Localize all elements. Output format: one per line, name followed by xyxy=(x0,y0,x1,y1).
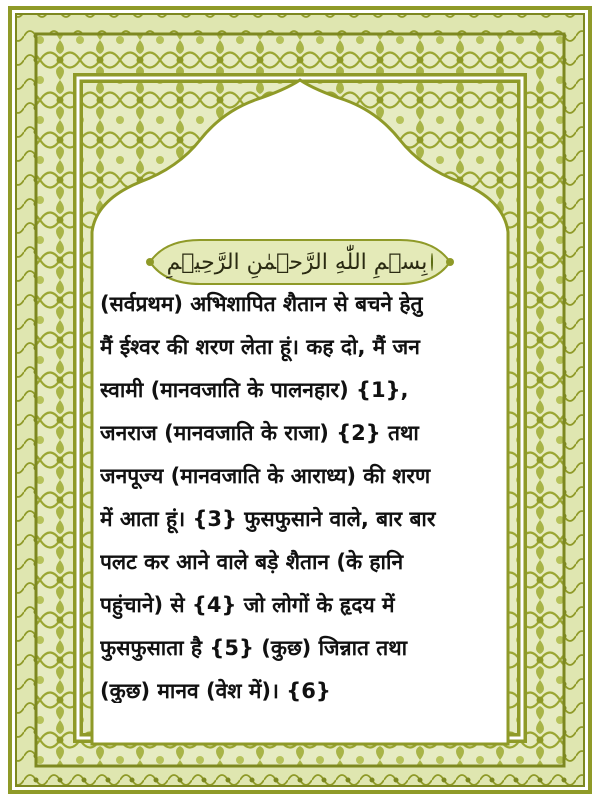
translation-line: फुसफुसाता है {5} (कुछ) जिन्नात तथा xyxy=(100,636,408,660)
translation-line: पलट कर आने वाले बड़े शैतान (के हानि xyxy=(100,550,404,574)
translation-line: स्वामी (मानवजाति के पालनहार) {1}, xyxy=(100,378,409,402)
translation-line: (सर्वप्रथम) अभिशापित शैतान से बचने हेतु xyxy=(100,292,423,316)
translation-line: में आता हूं। {3} फुसफुसाने वाले, बार बार xyxy=(100,507,436,531)
basmala-text: بِسۡمِ اللّٰهِ الرَّحۡمٰنِ الرَّحِيۡمِ xyxy=(166,249,428,275)
basmala-cartouche xyxy=(166,240,430,284)
translation-line: जनपूज्य (मानवजाति के आराध्य) की शरण xyxy=(100,464,431,488)
translation-line: (कुछ) मानव (वेश में)। {6} xyxy=(100,679,331,703)
translation-line: जनराज (मानवजाति के राजा) {2} तथा xyxy=(100,421,419,445)
translation-line: पहुंचाने) से {4} जो लोगों के हृदय में xyxy=(100,593,395,617)
translation-text xyxy=(100,283,500,703)
translation-line: मैं ईश्वर की शरण लेता हूं। कह दो, मैं जन xyxy=(100,335,420,359)
